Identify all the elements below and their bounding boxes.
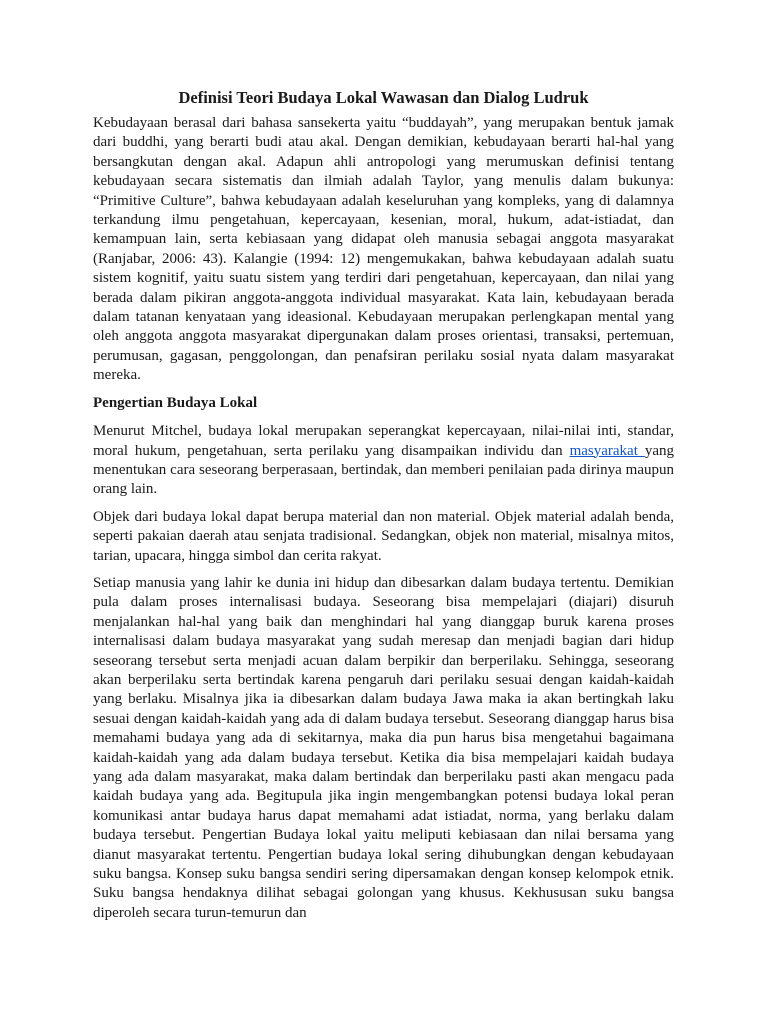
paragraph-text-after-link: yang menentukan cara seseorang berperasaan, bertindak, dan memberi penilaian pada dirinya maupun orang lain. (93, 442, 674, 498)
paragraph-mitchel-definition (93, 422, 674, 500)
section-heading: Pengertian Budaya Lokal (93, 394, 258, 411)
document-title: Definisi Teori Budaya Lokal Wawasan dan Dialog Ludruk (178, 88, 589, 107)
paragraph-internalization: Setiap manusia yang lahir ke dunia ini hidup dan dibesarkan dalam budaya tertentu. Demikian pula dalam proses internalisasi budaya. Seseorang bisa mempelajari (diajari) disuruh menjalankan hal-hal yang baik dan menghindari hal yang dianggap buruk karena proses internalisasi dalam budaya masyarakat yang sudah meresap dan menjadi bagian dari hidup seseorang tersebut serta menjadi acuan dalam berpikir dan berperilaku. Sehingga, seseorang akan berperilaku serta bertindak karena pengaruh dari perilaku sesuai dengan kaidah-kaidah yang berlaku. Misalnya jika ia dibesarkan dalam budaya Jawa maka ia akan bertingkah laku sesuai dengan kaidah-kaidah yang ada di dalam budaya tersebut. Seseorang dianggap harus bisa memahami budaya yang ada di sekitarnya, maka dia pun harus bisa mengetahui bagaimana kaidah-kaidah yang ada dalam budaya tersebut. Ketika dia bisa mempelajari kaidah budaya yang ada dalam masyarakat, maka dalam bertindak dan berperilaku pasti akan mengacu pada kaidah budaya yang ada. Begitupula jika ingin mengembangkan potensi budaya lokal peran komunikasi antar budaya harus dapat memahami adat istiadat, norma, yang berlaku dalam budaya tersebut. Pengertian Budaya lokal yaitu meliputi kebiasaan dan nilai bersama yang dianut masyarakat tertentu. Pengertian budaya lokal sering dihubungkan dengan kebudayaan suku bangsa. Konsep suku bangsa sendiri sering dipersamakan dengan konsep kelompok etnik. Suku bangsa hendaknya dilihat sebagai golongan yang khusus. Kekhususan suku bangsa diperoleh secara turun-temurun dan (93, 574, 674, 921)
intro-paragraph: Kebudayaan berasal dari bahasa sansekerta yaitu “buddayah”, yang merupakan bentuk jamak dari buddhi, yang berarti budi atau akal. Dengan demikian, kebudayaan berarti hal-hal yang bersangkutan dengan akal. Adapun ahli antropologi yang merumuskan definisi tentang kebudayaan secara sistematis dan ilmiah adalah Taylor, yang menulis dalam bukunya: “Primitive Culture”, bahwa kebudayaan adalah keseluruhan yang kompleks, yang di dalamnya terkandung ilmu pengetahuan, kepercayaan, kesenian, moral, hukum, adat-istiadat, dan kemampuan lain, serta kebiasaan yang didapat oleh manusia sebagai anggota masyarakat (Ranjabar, 2006: 43). Kalangie (1994: 12) mengemukakan, bahwa kebudayaan adalah suatu sistem kognitif, yaitu suatu sistem yang terdiri dari pengetahuan, kepercayaan, dan nilai yang berada dalam pikiran anggota-anggota individual masyarakat. Kata lain, kebudayaan berada dalam tatanan kenyataan yang ideasional. Kebudayaan merupakan perlengkapan mental yang oleh anggota anggota masyarakat dipergunakan dalam proses orientasi, transaksi, pertemuan, perumusan, gagasan, penggolongan, dan penafsiran perilaku sosial nyata dalam masyarakat mereka. (93, 115, 674, 384)
document-page (93, 87, 674, 931)
masyarakat-link[interactable]: masyarakat (569, 442, 645, 459)
paragraph-objects: Objek dari budaya lokal dapat berupa material dan non material. Objek material adalah benda, seperti pakaian daerah atau senjata tradisional. Sedangkan, objek non material, misalnya mitos, tarian, upacara, hingga simbol dan cerita rakyat. (93, 508, 674, 564)
paragraph-text-before-link: Menurut Mitchel, budaya lokal merupakan seperangkat kepercayaan, nilai-nilai inti, standar, moral hukum, pengetahuan, serta perilaku yang disampaikan individu dan (93, 423, 674, 459)
